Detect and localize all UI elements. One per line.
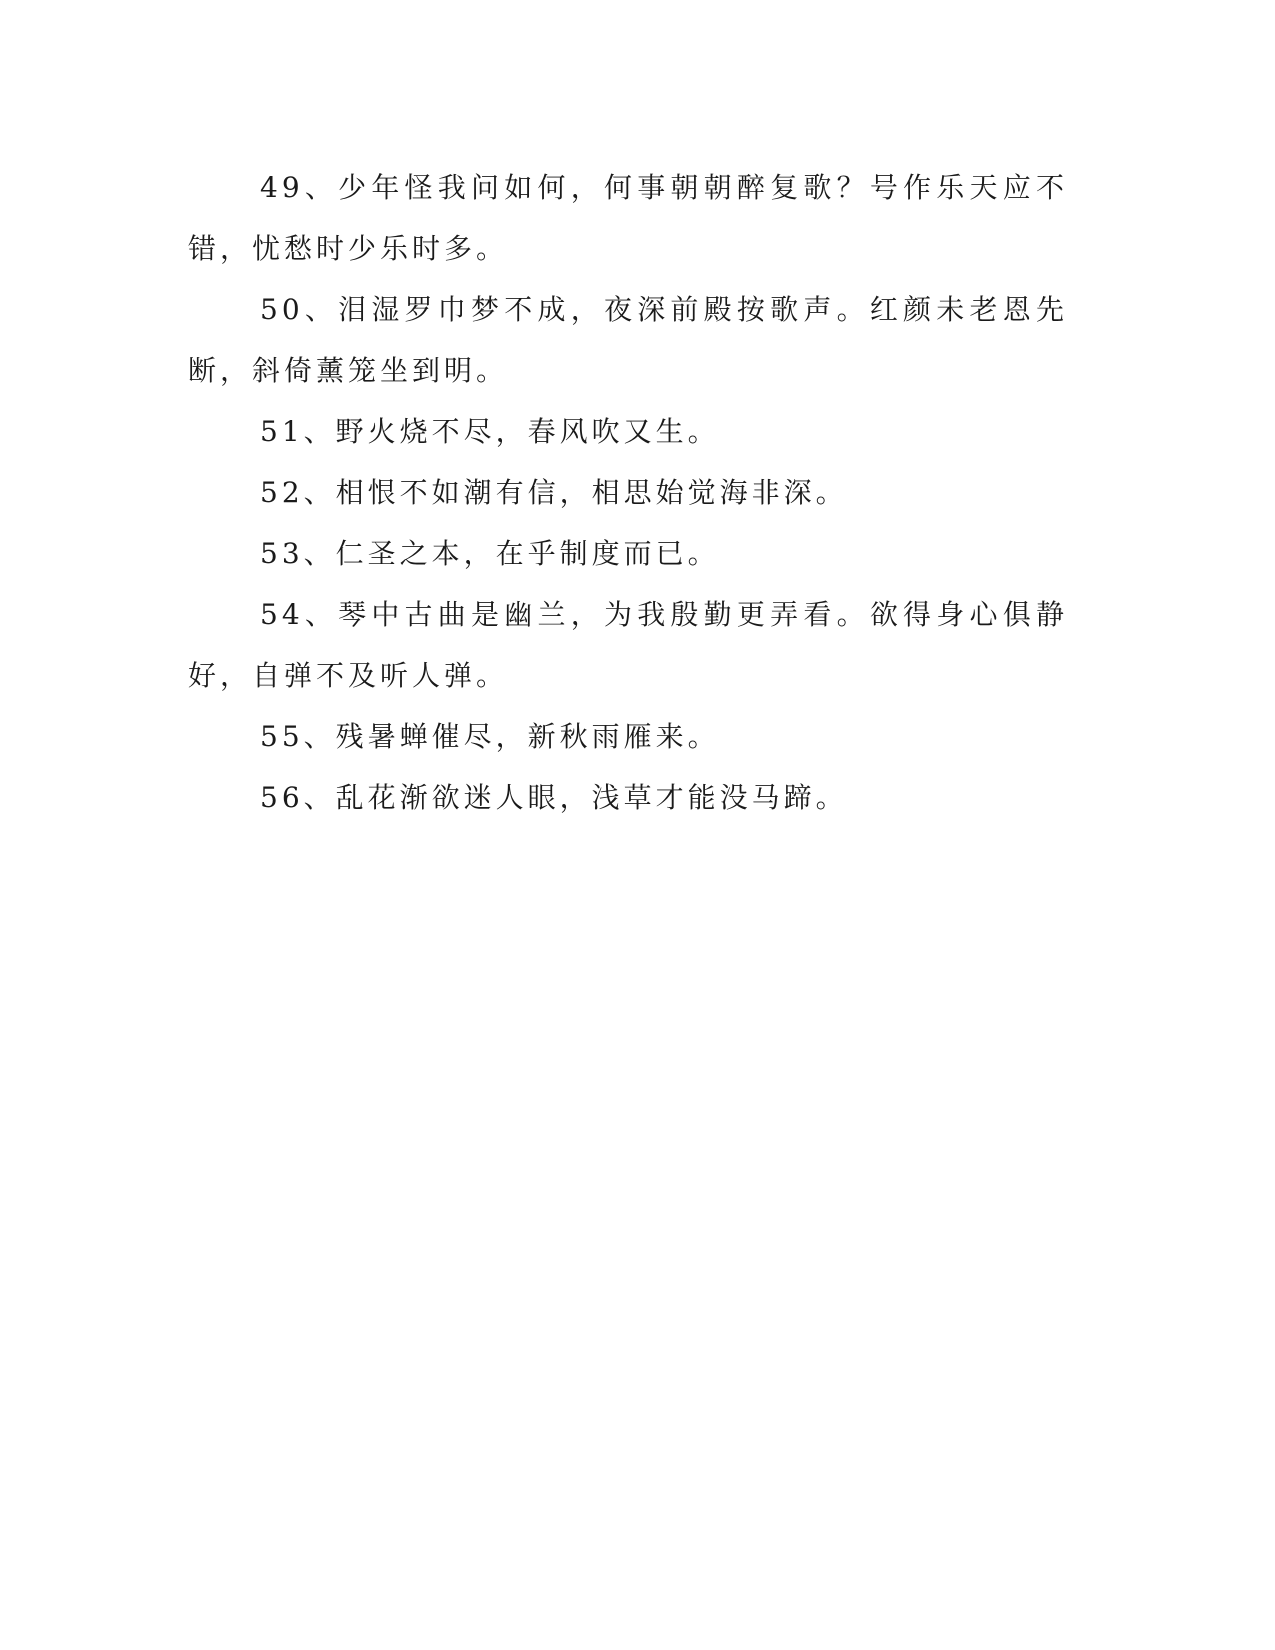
paragraph-54: 54、琴中古曲是幽兰，为我殷勤更弄看。欲得身心俱静好，自弹不及听人弹。 (188, 598, 1068, 692)
paragraph-55: 55、残暑蝉催尽，新秋雨雁来。 (260, 720, 720, 753)
paragraph-49: 49、少年怪我问如何，何事朝朝醉复歌？号作乐天应不错，忧愁时少乐时多。 (188, 171, 1068, 265)
document-body (188, 157, 1068, 828)
paragraph-51: 51、野火烧不尽，春风吹又生。 (260, 415, 720, 448)
paragraph-53: 53、仁圣之本，在乎制度而已。 (260, 537, 720, 570)
paragraph-52: 52、相恨不如潮有信，相思始觉海非深。 (260, 476, 848, 509)
paragraph-50: 50、泪湿罗巾梦不成，夜深前殿按歌声。红颜未老恩先断，斜倚薰笼坐到明。 (188, 293, 1068, 387)
paragraph-56: 56、乱花渐欲迷人眼，浅草才能没马蹄。 (260, 781, 848, 814)
